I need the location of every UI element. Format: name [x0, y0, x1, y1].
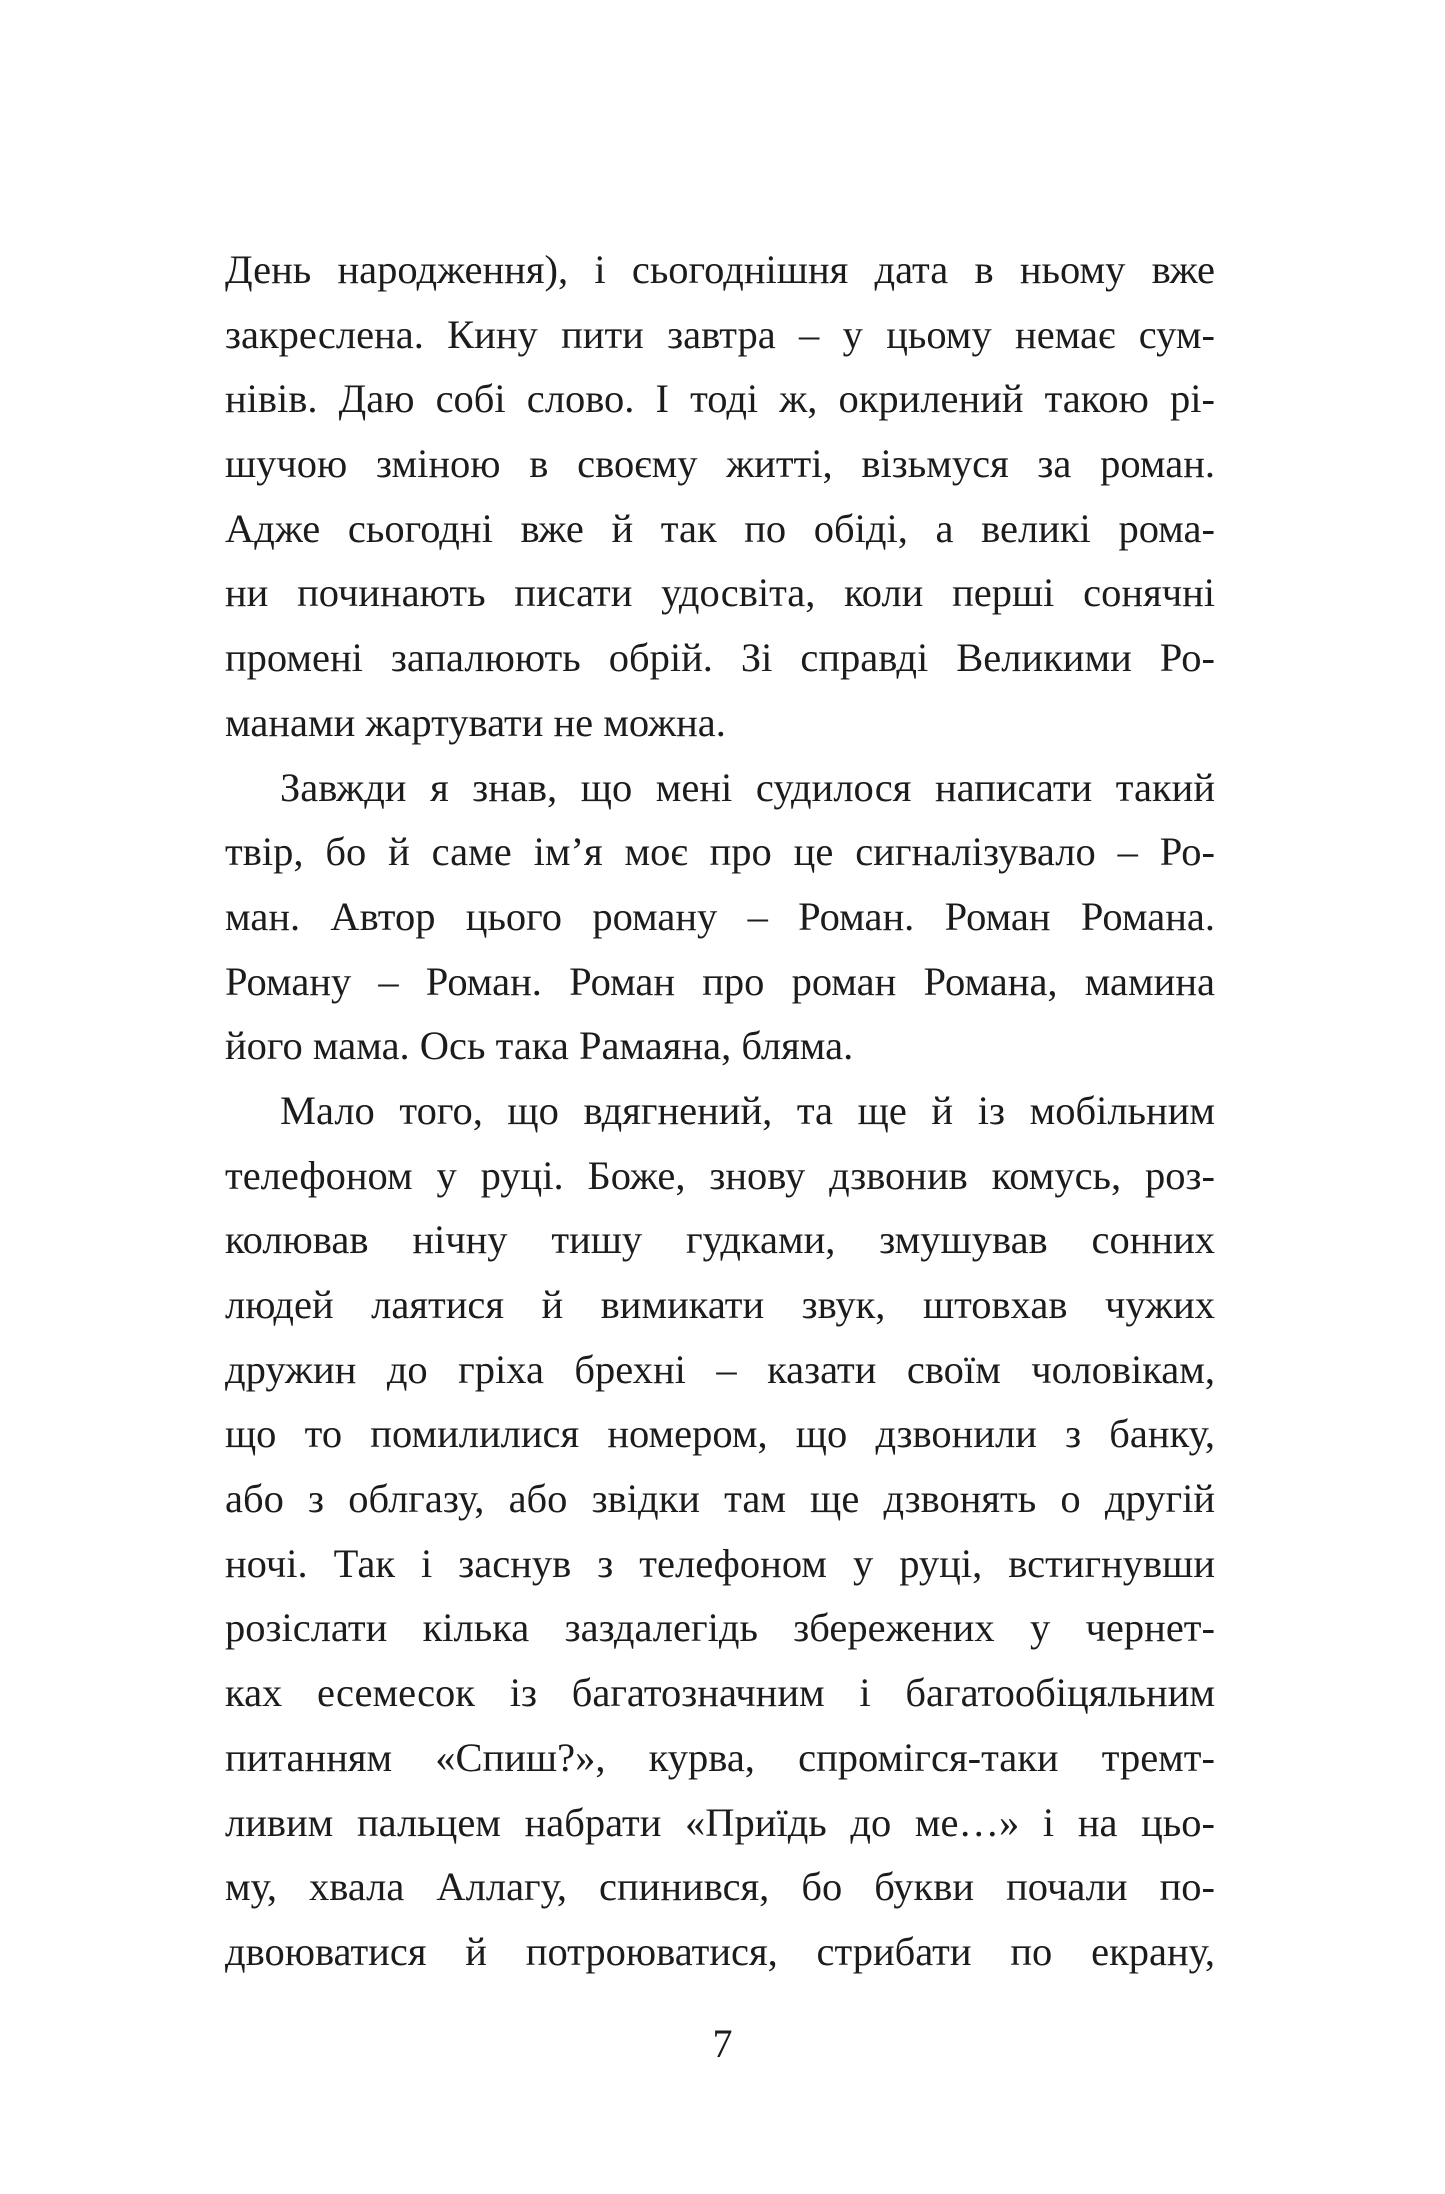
text-line: Роману – Роман. Роман про роман Романа, мамина: [225, 958, 1215, 1004]
text-line: ливим пальцем набрати «Приїдь до ме…» і на цьо-: [225, 1799, 1215, 1845]
text-line: му, хвала Аллагу, спинився, бо букви почали по-: [225, 1864, 1215, 1910]
text-line: ни починають писати удосвіта, коли перші сонячні: [225, 570, 1215, 616]
page-number: 7: [712, 2021, 733, 2066]
text-line: Завжди я знав, що мені судилося написати такий: [280, 764, 1215, 810]
text-line: нівів. Даю собі слово. І тоді ж, окрилений такою рі-: [225, 376, 1215, 422]
body-text: [225, 238, 1215, 1985]
text-line: розіслати кілька заздалегідь збережених у чернет-: [225, 1605, 1215, 1651]
text-line: Адже сьогодні вже й так по обіді, а великі рома-: [225, 505, 1215, 551]
paragraph-3: [225, 1079, 1215, 1985]
text-line: ках есемесок із багатозначним і багатообіцяльним: [225, 1670, 1215, 1716]
text-line: його мама. Ось така Рамаяна, бляма.: [225, 1023, 854, 1069]
text-line: закреслена. Кину пити завтра – у цьому немає сум-: [225, 311, 1215, 357]
text-line: питанням «Спиш?», курва, спромігся-таки тремт-: [225, 1734, 1215, 1780]
text-line: промені запалюють обрій. Зі справді Великими Ро-: [225, 635, 1215, 681]
text-line: дружин до гріха брехні – казати своїм чоловікам,: [225, 1346, 1215, 1392]
text-line: або з облгазу, або звідки там ще дзвонять о другій: [225, 1476, 1215, 1522]
text-line: ман. Автор цього роману – Роман. Роман Романа.: [225, 893, 1215, 939]
text-line: ночі. Так і заснув з телефоном у руці, встигнувши: [225, 1540, 1215, 1586]
paragraph-1: [225, 238, 1215, 756]
text-line: манами жартувати не можна.: [225, 699, 726, 745]
text-line: Мало того, що вдягнений, та ще й із мобільним: [280, 1087, 1215, 1133]
paragraph-2: [225, 756, 1215, 1079]
text-line: День народження), і сьогоднішня дата в ньому вже: [225, 247, 1215, 292]
text-line: людей лаятися й вимикати звук, штовхав чужих: [225, 1282, 1215, 1327]
text-line: двоюватися й потроюватися, стрибати по екрану,: [225, 1928, 1215, 1974]
text-line: телефоном у руці. Боже, знову дзвонив комусь, роз-: [225, 1152, 1215, 1198]
text-line: що то помилилися номером, що дзвонили з банку,: [225, 1411, 1215, 1457]
text-line: твір, бо й саме ім’я моє про це сигналізувало – Ро-: [225, 829, 1215, 875]
text-line: шучою зміною в своєму житті, візьмуся за роман.: [225, 441, 1215, 487]
text-line: колював нічну тишу гудками, змушував сонних: [225, 1217, 1215, 1263]
